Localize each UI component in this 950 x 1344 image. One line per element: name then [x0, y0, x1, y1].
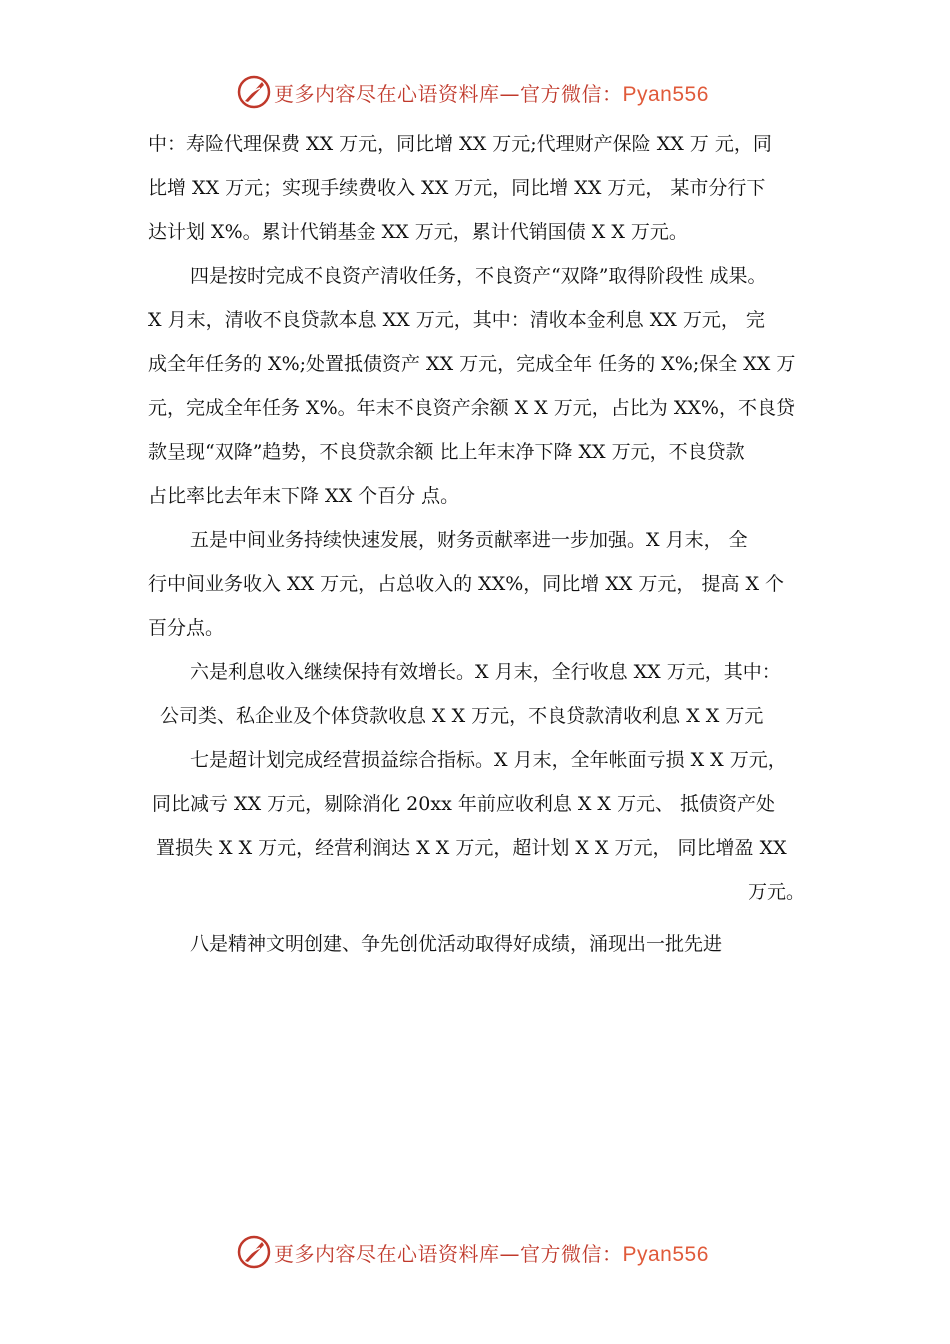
text-line: 四是按时完成不良资产清收任务，不良资产“双降”取得阶段性 成果。	[190, 265, 767, 287]
quill-logo-icon	[236, 74, 272, 110]
text-line: 万元。	[748, 881, 806, 903]
text-line: 行中间业务收入 XX 万元，占总收入的 XX%，同比增 XX 万元， 提高 X 个	[148, 573, 785, 595]
text-line: 七是超计划完成经营损益综合指标。X 月末，全年帐面亏损 X X 万元，	[190, 749, 787, 771]
text-line: 达计划 X%。累计代销基金 XX 万元，累计代销国债 X X 万元。	[148, 221, 688, 243]
banner-text	[274, 1238, 709, 1267]
text-line: X 月末，清收不良贷款本息 XX 万元，其中：清收本金利息 XX 万元， 完	[148, 309, 765, 331]
banner-wechat-id: Pyan556	[622, 83, 709, 106]
banner-main-text: 更多内容尽在心语资料库—官方微信：	[274, 1242, 623, 1266]
text-line: 八是精神文明创建、争先创优活动取得好成绩，涌现出一批先进	[190, 933, 723, 955]
banner-main-text: 更多内容尽在心语资料库—官方微信：	[274, 82, 623, 106]
banner-wechat-id: Pyan556	[622, 1243, 709, 1266]
text-line: 元，完成全年任务 X%。年末不良资产余额 X X 万元，占比为 XX%，不良贷	[148, 397, 795, 419]
text-line: 置损失 X X 万元，经营利润达 X X 万元，超计划 X X 万元， 同比增盈 XX	[156, 837, 787, 859]
banner-text	[274, 78, 709, 107]
header-banner	[0, 72, 950, 112]
quill-logo-icon	[236, 1234, 272, 1270]
text-line: 公司类、私企业及个体贷款收息 X X 万元，不良贷款清收利息 X X 万元	[160, 705, 764, 727]
text-line: 款呈现“双降”趋势，不良贷款余额 比上年末净下降 XX 万元，不良贷款	[148, 441, 745, 463]
text-line: 中：寿险代理保费 XX 万元，同比增 XX 万元;代理财产保险 XX 万 元，同	[148, 133, 772, 155]
text-line: 百分点。	[148, 617, 225, 639]
text-line: 成全年任务的 X%;处置抵债资产 XX 万元，完成全年 任务的 X%;保全 XX 万	[148, 353, 796, 375]
text-line: 比增 XX 万元；实现手续费收入 XX 万元，同比增 XX 万元， 某市分行下	[148, 177, 766, 199]
text-line: 同比减亏 XX 万元，剔除消化 20xx 年前应收利息 X X 万元、 抵债资产处	[152, 793, 776, 815]
footer-banner	[0, 1232, 950, 1272]
text-line: 五是中间业务持续快速发展，财务贡献率进一步加强。X 月末， 全	[190, 529, 748, 551]
text-line: 六是利息收入继续保持有效增长。X 月末，全行收息 XX 万元，其中：	[190, 661, 781, 683]
text-line: 占比率比去年末下降 XX 个百分 点。	[148, 485, 460, 507]
